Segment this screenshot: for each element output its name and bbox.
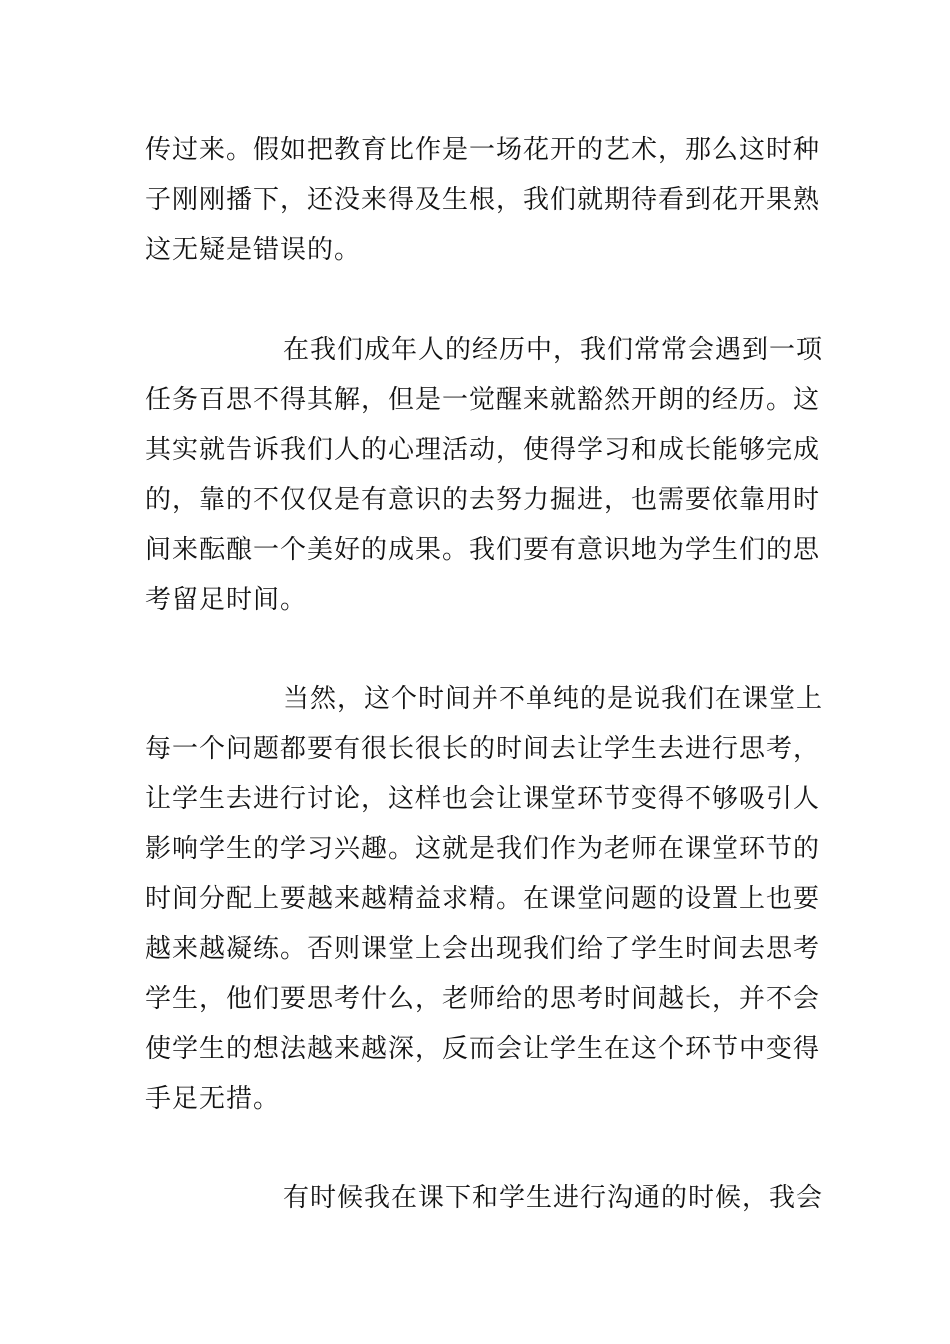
- paragraph-line: 当然，这个时间并不单纯的是说我们在课堂上: [283, 684, 824, 714]
- paragraph-line: 的，靠的不仅仅是有意识的去努力掘进，也需要依靠用时: [145, 485, 821, 515]
- paragraph-line: 在我们成年人的经历中，我们常常会遇到一项: [283, 335, 824, 365]
- paragraph-line: 时间分配上要越来越精益求精。在课堂问题的设置上也要: [145, 884, 821, 914]
- paragraph-line: 间来酝酿一个美好的成果。我们要有意识地为学生们的思: [145, 535, 821, 565]
- paragraph-line: 使学生的想法越来越深，反而会让学生在这个环节中变得: [145, 1034, 821, 1064]
- paragraph-line: 这无疑是错误的。: [145, 235, 362, 265]
- paragraph-line: 传过来。假如把教育比作是一场花开的艺术，那么这时种: [145, 135, 821, 165]
- paragraph-line: 其实就告诉我们人的心理活动，使得学习和成长能够完成: [145, 435, 821, 465]
- paragraph-line: 考留足时间。: [145, 585, 308, 615]
- paragraph-line: 让学生去进行讨论，这样也会让课堂环节变得不够吸引人: [145, 784, 821, 814]
- paragraph-line: 任务百思不得其解，但是一觉醒来就豁然开朗的经历。这: [145, 385, 821, 415]
- paragraph-line: 越来越凝练。否则课堂上会出现我们给了学生时间去思考: [145, 934, 821, 964]
- paragraph-line: 每一个问题都要有很长很长的时间去让学生去进行思考，: [145, 734, 821, 764]
- paragraph-line: 手足无措。: [145, 1084, 281, 1114]
- paragraph-line: 有时候我在课下和学生进行沟通的时候，我会: [283, 1183, 824, 1213]
- paragraph-line: 学生，他们要思考什么，老师给的思考时间越长，并不会: [145, 984, 821, 1014]
- paragraph-line: 子刚刚播下，还没来得及生根，我们就期待看到花开果熟: [145, 185, 821, 215]
- paragraph-line: 影响学生的学习兴趣。这就是我们作为老师在课堂环节的: [145, 834, 821, 864]
